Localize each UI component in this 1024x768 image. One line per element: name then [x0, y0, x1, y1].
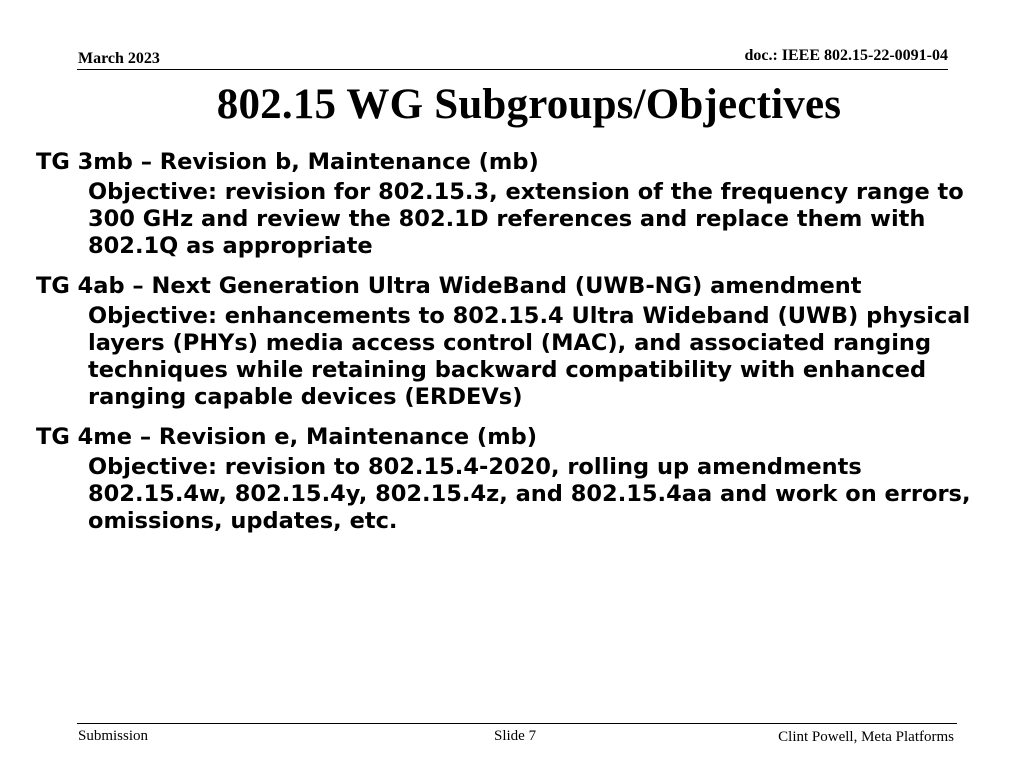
section-objective: Objective: revision for 802.15.3, extension of the frequency range to 300 GHz and review the 802.1D references and replace them with 802.1Q as appropriate [88, 179, 964, 259]
section-heading: TG 4ab – Next Generation Ultra WideBand (UWB-NG) amendment [36, 273, 862, 299]
section-tg3mb [36, 148, 1006, 260]
footer-submission: Submission [78, 728, 149, 744]
section-tg4me [36, 423, 1006, 535]
slide-body [36, 148, 1006, 547]
footer-divider [77, 723, 957, 724]
footer-author: Clint Powell, Meta Platforms [778, 729, 954, 745]
section-objective: Objective: revision to 802.15.4-2020, rolling up amendments 802.15.4w, 802.15.4y, 802.15.4z, and 802.15.4aa and work on errors, omissions, updates, etc. [88, 454, 971, 534]
footer-slide-number: Slide 7 [494, 728, 537, 744]
section-objective: Objective: enhancements to 802.15.4 Ultra Wideband (UWB) physical layers (PHYs) media access control (MAC), and associated ranging techniques while retaining backward compatibility with enhanced ranging capable devices (ERDEVs) [88, 303, 971, 410]
header-doc-id: doc.: IEEE 802.15-22-0091-04 [744, 47, 948, 64]
section-tg4ab [36, 272, 1006, 411]
section-heading: TG 3mb – Revision b, Maintenance (mb) [36, 149, 539, 175]
header-divider [77, 69, 948, 70]
slide-title: 802.15 WG Subgroups/Objectives [216, 81, 842, 128]
header-date: March 2023 [78, 50, 160, 67]
section-heading: TG 4me – Revision e, Maintenance (mb) [36, 424, 538, 450]
